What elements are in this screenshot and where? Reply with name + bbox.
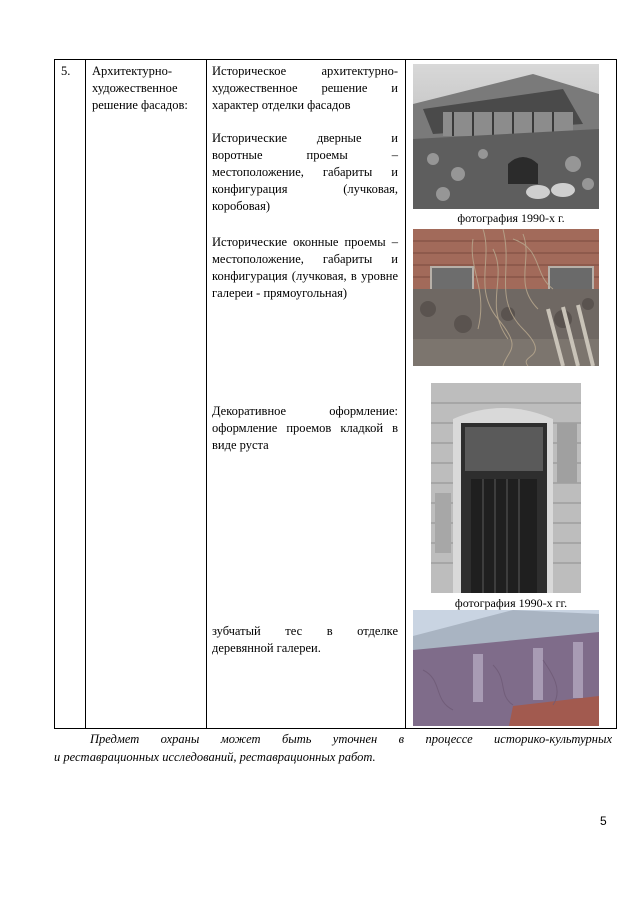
item-decorative-design: Декоративное оформление: оформление проемов кладкой в виде руста: [212, 404, 398, 452]
photo1-caption: фотография 1990-х г.: [457, 211, 565, 225]
photo-facade-1990s: [413, 64, 599, 209]
page-number: 5: [600, 814, 607, 828]
photo-doorway-1990s: [431, 383, 581, 593]
footnote-line-2: и реставрационных исследований, реставрационных работ.: [54, 750, 376, 764]
row-description-cell: [207, 60, 406, 729]
row-name-cell: [86, 60, 207, 729]
photo-windows-vines: [413, 229, 599, 366]
photo-wooden-gallery: [413, 610, 599, 726]
item-door-openings: Исторические дверные и воротные проемы – местоположение, габариты и конфигурация (лучковая, коробовая): [212, 131, 398, 213]
row-photos-cell: [406, 60, 617, 729]
row-number-cell: [55, 60, 86, 729]
item-window-openings: Исторические оконные проемы – местоположение, габариты и конфигурация (лучковая, в уровне галереи - прямоугольная): [212, 235, 398, 300]
row-number: 5.: [61, 64, 71, 78]
footnote-line-1: Предмет охраны может быть уточнен в процессе историко-культурных: [90, 732, 612, 746]
item-toothed-boarding: зубчатый тес в отделке деревянной галереи.: [212, 624, 398, 655]
row-name: Архитектурно-художественное решение фасадов:: [92, 64, 188, 112]
table-row: [55, 60, 617, 729]
protection-table: [54, 59, 617, 729]
footnote: [54, 730, 612, 766]
photo3-caption: фотография 1990-х гг.: [454, 596, 568, 610]
item-facade-solution: Историческое архитектурно-художественное решение и характер отделки фасадов: [212, 64, 398, 112]
